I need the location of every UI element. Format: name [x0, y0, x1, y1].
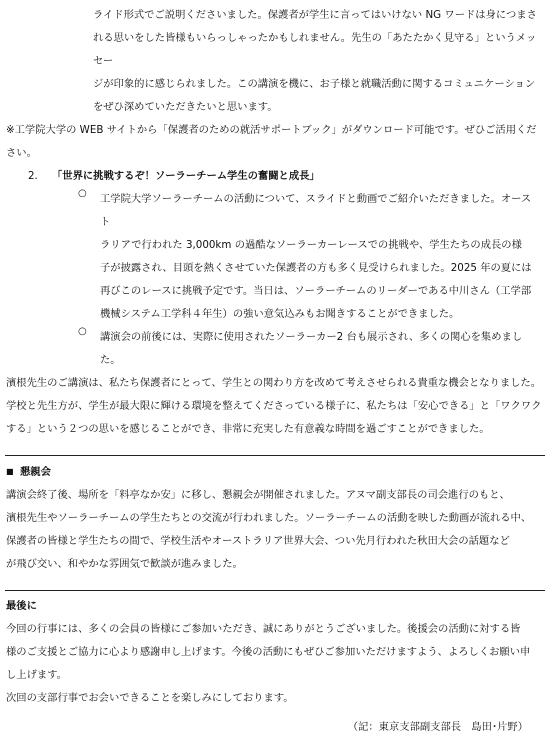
- download-note: [0, 119, 550, 165]
- text-line: 工学院大学ソーラーチームの活動について、スライドと動画でご紹介いただきました。オースト: [100, 193, 532, 228]
- text-line: 子が披露され、目頭を熱くさせていた保護者の方も多く見受けられました。2025 年の夏には: [100, 262, 532, 274]
- text-line: をぜひ深めていただきたいと思います。: [93, 101, 278, 113]
- bullet-item: [0, 188, 550, 326]
- text-line: ※工学院大学の WEB サイトから「保護者のための就活サポートブック」がダウンロード可能です。ぜひご活用くだ: [6, 124, 537, 136]
- text-line: 保護者の皆様と学生たちの間で、学校生活やオーストラリア世界大会、つい先月行われた秋田大会の話題など: [6, 535, 510, 547]
- closing-section: [0, 591, 550, 710]
- circle-bullet-icon: ○: [78, 188, 87, 199]
- text-line: 濱根先生やソーラーチームの学生たちとの交流が行われました。ソーラーチームの活動を映した動画が流れる中、: [6, 512, 532, 524]
- text-line: 学校と先生方が、学生が最大限に輝ける環境を整えてくださっている様子に、私たちは「安心できる」と「ワクワク: [6, 400, 542, 412]
- section-title: ■ 懇親会: [0, 460, 550, 484]
- text-line: れる思いをした皆様もいらっしゃったかもしれません。先生の「あたたかく見守る」というメッセー: [93, 32, 537, 67]
- text-line: し上げます。: [6, 669, 67, 681]
- text-line: 次回の支部行事でお会いできることを楽しみにしております。: [6, 692, 294, 704]
- text-line: 様のご支援とご協力に心より感謝申し上げます。今後の活動にもぜひご参加いただけますよう、よろしくお願い申: [6, 646, 531, 658]
- bullet-item: [0, 326, 550, 372]
- signature: （記：東京支部副支部長 島田･片野）: [347, 721, 528, 733]
- section-title: 最後に: [6, 600, 37, 612]
- text-line: さい。: [6, 147, 37, 159]
- item-title: 「世界に挑戦するぞ！ソーラーチーム学生の奮闘と成長」: [52, 170, 320, 182]
- text-line: ラリアで行われた 3,000km の過酷なソーラーカーレースでの挑戦や、学生たちの成長の様: [100, 239, 522, 251]
- text-line: ジが印象的に感じられました。この講演を機に、お子様と就職活動に関するコミュニケーション: [93, 78, 536, 90]
- text-line: 再びこのレースに挑戦予定です。当日は、ソーラーチームのリーダーである中川さん（工学部: [100, 285, 532, 297]
- text-line: 濱根先生のご講演は、私たち保護者にとって、学生との関わり方を改めて考えさせられる貴重な機会となりました。: [6, 377, 542, 389]
- intro-paragraph: [0, 0, 550, 119]
- text-line: 講演会終了後、場所を「料亭なか安」に移し、懇親会が開催されました。アヌマ副支部長の司会進行のもと、: [6, 489, 510, 501]
- square-marker-icon: ■: [6, 467, 14, 476]
- text-line: 講演会の前後には、実際に使用されたソーラーカー2 台も展示され、多くの関心を集めまし: [100, 331, 523, 343]
- text-line: が飛び交い、和やかな雰囲気で歓談が進みました。: [6, 558, 243, 570]
- text-line: ライド形式でご説明くださいました。保護者が学生に言ってはいけない NG ワードは身につまさ: [93, 9, 537, 21]
- item-2-heading: [0, 165, 550, 188]
- item-number: 2.: [28, 170, 38, 182]
- circle-bullet-icon: ○: [78, 326, 87, 337]
- text-line: 機械システム工学科４年生）の強い意気込みもお聞きすることができました。: [100, 308, 460, 320]
- summary-paragraph: [0, 372, 550, 441]
- text-line: 今回の行事には、多くの会員の皆様にご参加いただき、誠にありがとうございました。後援会の活動に対する皆: [6, 623, 521, 635]
- text-line: た。: [100, 354, 121, 366]
- text-line: する」という２つの思いを感じることができ、非常に充実した有意義な時間を過ごすことができました。: [6, 423, 490, 435]
- konshinkai-section: [0, 456, 550, 576]
